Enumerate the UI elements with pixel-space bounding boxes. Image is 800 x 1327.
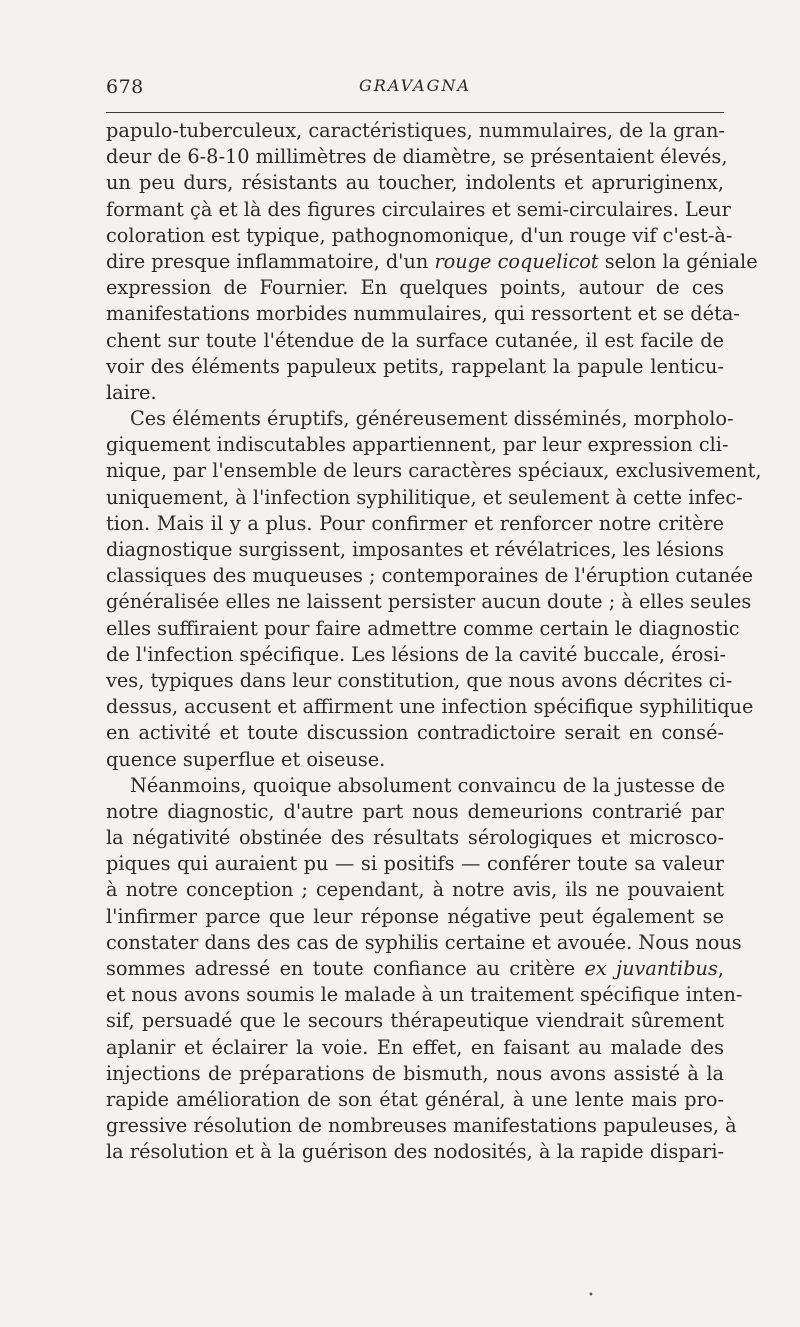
text-line: sommes adressé en toute confiance au critère ex juvantibus,: [106, 957, 725, 980]
text-line: sif, persuadé que le secours thérapeutique viendrait sûrement: [106, 1009, 724, 1033]
text-line: Néanmoins, quoique absolument convaincu de la justesse de: [130, 773, 725, 797]
text-line: chent sur toute l'étendue de la surface cutanée, il est facile de: [106, 328, 724, 352]
text-line: à notre conception ; cependant, à notre avis, ils ne pouvaient: [106, 878, 724, 902]
text-line: constater dans des cas de syphilis certaine et avouée. Nous nous: [106, 930, 742, 954]
print-mark: •: [588, 1290, 594, 1301]
text-line: ves, typiques dans leur constitution, que nous avons décrites ci-: [106, 668, 733, 692]
text-line: classiques des muqueuses ; contemporaines de l'éruption cutanée: [106, 564, 754, 588]
text-line: Ces éléments éruptifs, généreusement disséminés, morpholo-: [130, 407, 734, 431]
text-line: dessus, accusent et affirment une infection spécifique syphilitique: [106, 695, 754, 719]
text-line: laire.: [106, 380, 157, 404]
text-line: un peu durs, résistants au toucher, indolents et apruriginenx,: [106, 171, 724, 195]
text-line: manifestations morbides nummulaires, qui ressortent et se déta-: [106, 302, 740, 326]
text-line: dire presque inflammatoire, d'un rouge coquelicot selon la géniale: [106, 249, 758, 273]
italic-term: ex juvantibus: [584, 957, 718, 980]
header-rule: [106, 112, 724, 113]
text-line: piques qui auraient pu — si positifs — conférer toute sa valeur: [106, 852, 724, 876]
running-head: GRAVAGNA: [359, 76, 471, 95]
text-line: aplanir et éclairer la voie. En effet, en faisant au malade des: [106, 1035, 724, 1059]
text-line: diagnostique surgissent, imposantes et révélatrices, les lésions: [106, 538, 725, 561]
text-line: giquement indiscutables appartiennent, par leur expression cli-: [106, 433, 729, 457]
text-line: coloration est typique, pathognomonique, d'un rouge vif c'est-à-: [106, 223, 733, 247]
body-text: [106, 118, 762, 1166]
text-line: et nous avons soumis le malade à un traitement spécifique inten-: [106, 983, 743, 1007]
text-line: voir des éléments papuleux petits, rappelant la papule lenticu-: [106, 354, 724, 378]
text-line: deur de 6-8-10 millimètres de diamètre, se présentaient élevés,: [106, 145, 728, 169]
text-line: la négativité obstinée des résultats sérologiques et microsco-: [106, 826, 724, 850]
text-line: l'infirmer parce que leur réponse négative peut également se: [106, 904, 724, 928]
text-line: en activité et toute discussion contradictoire serait en consé-: [106, 721, 724, 745]
text-line: formant çà et là des figures circulaires et semi-circulaires. Leur: [106, 197, 731, 221]
text-line: notre diagnostic, d'autre part nous demeurions contrarié par: [106, 799, 724, 823]
text-line: tion. Mais il y a plus. Pour confirmer et renforcer notre critère: [106, 511, 724, 535]
text-line: expression de Fournier. En quelques points, autour de ces: [106, 276, 724, 300]
text-line: elles suffiraient pour faire admettre comme certain le diagnostic: [106, 616, 740, 640]
text-line: injections de préparations de bismuth, nous avons assisté à la: [106, 1061, 724, 1085]
text-line: la résolution et à la guérison des nodosités, à la rapide dispari-: [106, 1140, 724, 1164]
text-line: quence superflue et oiseuse.: [106, 747, 386, 771]
page-header: [106, 74, 724, 104]
text-line: nique, par l'ensemble de leurs caractères spéciaux, exclusivement,: [106, 459, 762, 483]
text-line: généralisée elles ne laissent persister aucun doute ; à elles seules: [106, 590, 752, 614]
page-number: 678: [106, 76, 144, 98]
text-line: papulo-tuberculeux, caractéristiques, nummulaires, de la gran-: [106, 119, 725, 142]
text-line: rapide amélioration de son état général, à une lente mais pro-: [106, 1087, 724, 1111]
text-line: uniquement, à l'infection syphilitique, et seulement à cette infec-: [106, 485, 743, 509]
text-line: de l'infection spécifique. Les lésions de la cavité buccale, érosi-: [106, 642, 726, 666]
text-line: gressive résolution de nombreuses manifestations papuleuses, à: [106, 1114, 737, 1138]
italic-term: rouge coquelicot: [434, 249, 599, 273]
